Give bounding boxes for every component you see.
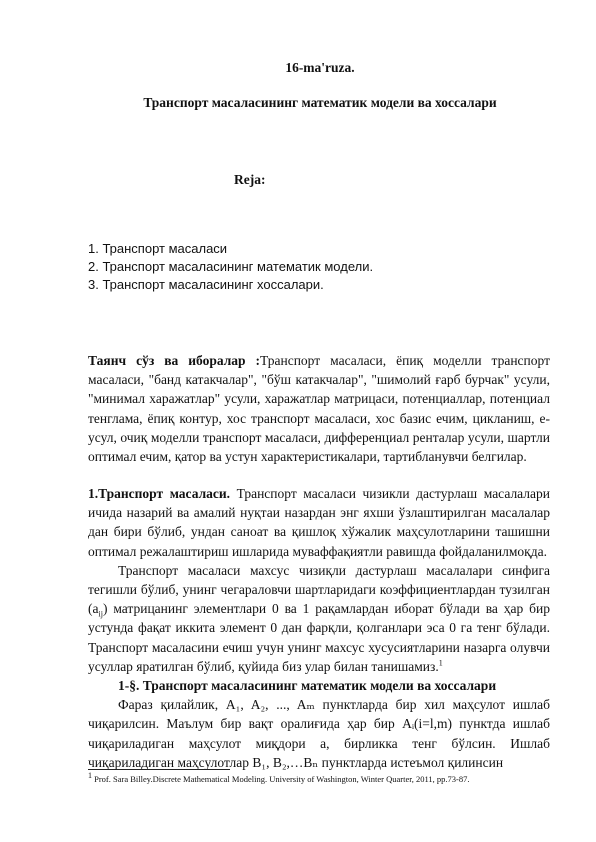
footnote-text: Prof. Sara Billey.Discrete Mathematical Modeling. University of Washington, Winter Quarter, 2011, pp.73-87. (92, 774, 470, 784)
section1-para1-text: Транспорт масаласи чизикли дастурлаш масалалари ичида назарий ва амалий нуқтаи назардан энг яхши ўзлаштирилган масалалар дан бири бўлиб, ундан саноат ва қишлоқ хўжалик маҳсулотларини ташишни оптимал режалаштириш ишларида муваффақиятли равишда фойдаланилмоқда. (88, 486, 550, 559)
plan-item: 1. Транспорт масаласи (88, 241, 228, 256)
plan-item: 2. Транспорт масаласининг математик модели. (88, 259, 374, 274)
plan-heading: Reja: (234, 172, 266, 187)
document-title: Транспорт масаласининг математик модели ва хоссалари (143, 95, 497, 110)
plan-list (88, 240, 373, 294)
plan-item: 3. Транспорт масаласининг хоссалари. (88, 277, 324, 292)
section1-para2: Транспорт масаласи махсус чизиқли дастурлаш масалалари синфига тегишли бўлиб, унинг чегараловчи шартларидаги коэффициентлардан тузилган $(a_{ij})$ матрицанинг элементлари 0 ва 1 рақамлардан иборат бўлади ва ҳар бир устунда фақат иккита элемент 0 дан фарқли, қолганлари эса 0 га тенг бўлади. Транспорт масаласини ечиш учун унинг махсус хусусиятларини назарга олувчи усуллар яратилган бўлиб, қуйида биз улар билан танишамиз.$^1$ (88, 562, 550, 674)
keywords-text: Транспорт масаласи, ёпиқ моделли транспорт масаласи, "банд катакчалар", "бўш катакчалар", "шимолий ғарб бурчак" усули, "минимал харажатлар" усули, харажатлар матрицаси, потенциаллар, потенциал тенглама, ёпиқ контур, хос транспорт масаласи, хос базис ечим, цикланиш, е-усул, очиқ моделли транспорт масаласи, дифференциал ренталар усули, шартли оптимал ечим, қатор ва устун характеристикалари, тартибланувчи белгилар. (88, 353, 550, 465)
section1-heading: 1.Транспорт масаласи. (88, 486, 231, 501)
section1-para1 (88, 484, 550, 561)
section2-heading: 1-§. Транспорт масаласининг математик модели ва хоссалари (118, 678, 497, 694)
section2-para: Фараз қилайлик, A₁, A₂, ..., Aₘ пунктларда бир хил маҳсулот ишлаб чиқарилсин. Маълум бир вақт оралиғида ҳар бир Aᵢ(i=l,m) пунктда ишлаб чиқариладиган маҳсулот миқдори a, бирликка тенг бўлсин. Ишлаб чиқариладиган маҳсулотлар B₁, B₂,…Bₙ пунктларда истеъмол қилинсин (88, 697, 550, 770)
footnote (88, 771, 558, 784)
lecture-number: 16-ma'ruza. (285, 60, 355, 75)
footnote-divider (88, 769, 230, 770)
section1 (88, 484, 550, 772)
footnote-marker: 1 (88, 771, 92, 781)
keywords-label: Таянч сўз ва иборалар : (88, 353, 261, 368)
keywords-paragraph (88, 351, 550, 466)
footnote-ref: 1 (438, 658, 443, 668)
